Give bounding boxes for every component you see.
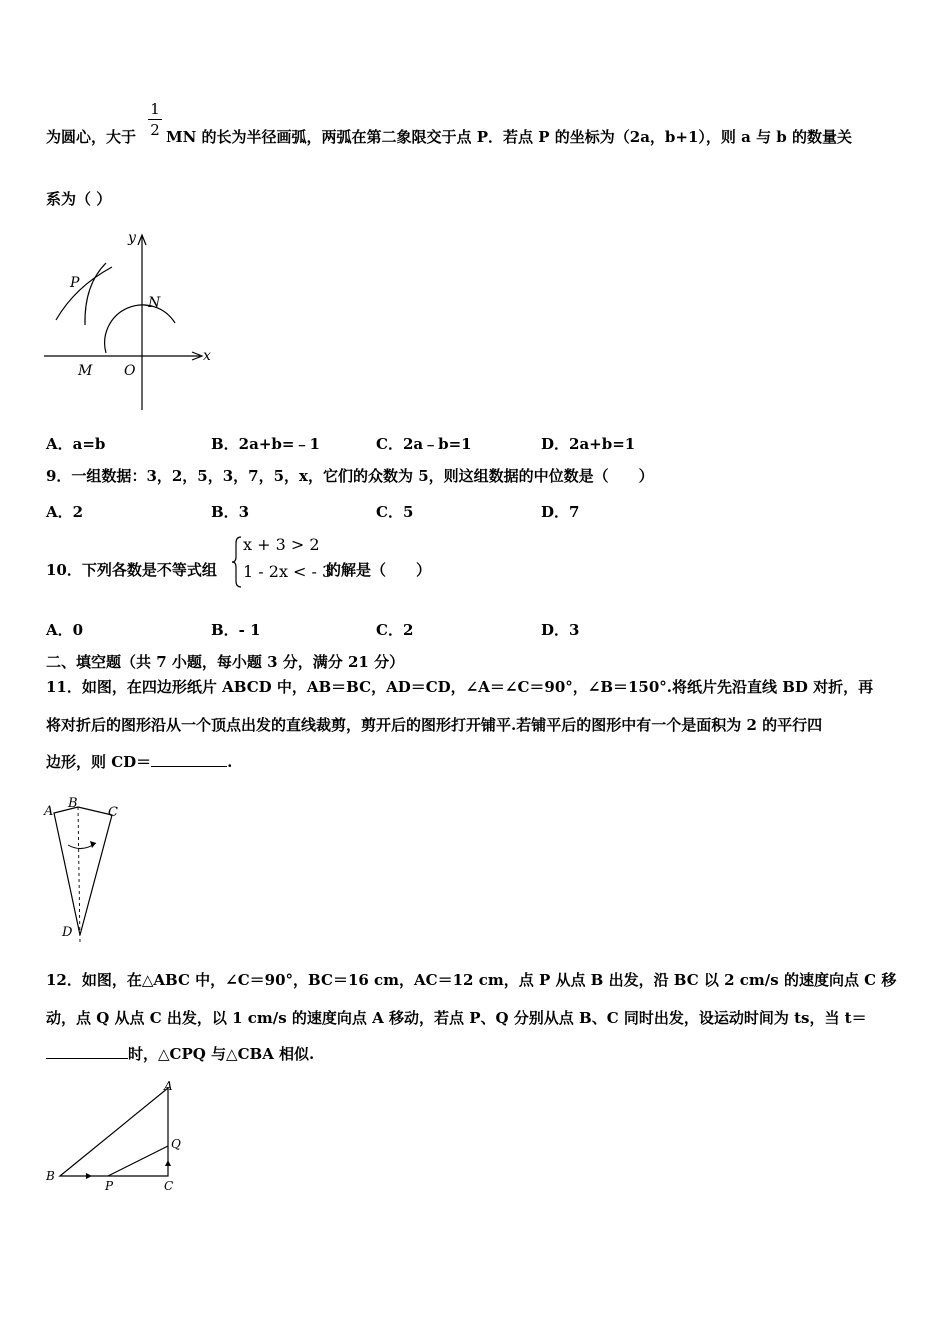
q9-text: 9．一组数据：3，2，5，3，7，5，x，它们的众数为 5，则这组数据的中位数是（ ） [46, 467, 654, 485]
label-b: B [68, 796, 78, 811]
q10-option-a: A．0 [46, 621, 84, 639]
q9-option-b: B．3 [211, 503, 250, 521]
q11-figure-kite [40, 795, 130, 945]
fraction-denominator: 2 [150, 121, 160, 139]
label-o: O [124, 363, 136, 379]
arrow-along-ca [165, 1160, 171, 1166]
arc-from-m [56, 267, 112, 320]
q9-option-d: D．7 [541, 503, 580, 521]
section-2-title: 二、填空题（共 7 小题，每小题 3 分，满分 21 分） [46, 653, 405, 671]
label-p: P [70, 275, 80, 291]
q12-line1: 12．如图，在△ABC 中，∠C＝90°，BC＝16 cm，AC＝12 cm，点 P 从点 B 出发，沿 BC 以 2 cm/s 的速度向点 C 移 [46, 971, 897, 989]
label-p: P [105, 1179, 114, 1193]
q11-line3 [46, 752, 232, 772]
q12-answer-blank[interactable] [46, 1058, 128, 1059]
q11-line3-pre: 边形，则 CD＝ [46, 753, 152, 771]
q12-line2: 动，点 Q 从点 C 出发，以 1 cm/s 的速度向点 A 移动，若点 P、Q 分别从点 B、C 同时出发，设运动时间为 ts，当 t＝ [46, 1009, 867, 1027]
q10-option-d: D．3 [541, 621, 580, 639]
q10-option-b: B．- 1 [211, 621, 261, 639]
q12-line3-post: 时，△CPQ 与△CBA 相似. [128, 1045, 315, 1063]
kite-abcd [54, 807, 112, 935]
segment-pq [108, 1146, 168, 1176]
label-m: M [78, 363, 93, 379]
q9-option-a: A．2 [46, 503, 84, 521]
q8-option-a: A．a=b [46, 435, 106, 453]
q8-option-d: D．2a+b=1 [541, 435, 636, 453]
label-q: Q [171, 1137, 181, 1151]
q8-option-b: B．2a+b=﹣1 [211, 435, 320, 453]
q12-figure-triangle [40, 1080, 190, 1195]
label-c: C [108, 805, 118, 820]
label-a: A [164, 1080, 173, 1093]
q10-option-c: C．2 [376, 621, 414, 639]
arrow-along-bc [86, 1173, 92, 1179]
q8-option-c: C．2a﹣b=1 [376, 435, 472, 453]
q8-figure-coordinate-arcs [40, 225, 220, 415]
label-y: y [128, 230, 136, 246]
label-c: C [164, 1179, 174, 1193]
q10-pre: 10．下列各数是不等式组 [46, 561, 217, 579]
q11-line1: 11．如图，在四边形纸片 ABCD 中，AB＝BC，AD＝CD，∠A＝∠C＝90°，∠B＝150°.将纸片先沿直线 BD 对折，再 [46, 678, 874, 696]
q8-line1-post: MN 的长为半径画弧，两弧在第二象限交于点 P．若点 P 的坐标为（2a，b+1），则 a 与 b 的数量关 [166, 128, 853, 146]
label-b: B [46, 1169, 55, 1183]
inequality-1: x + 3 > 2 [243, 535, 320, 554]
q8-line1-pre: 为圆心，大于 [46, 128, 137, 146]
q8-line2: 系为（ ） [46, 190, 112, 208]
label-x: x [203, 348, 211, 364]
label-d: D [62, 925, 73, 940]
label-n: N [148, 295, 161, 311]
system-brace [231, 535, 243, 589]
q11-answer-blank[interactable] [151, 766, 227, 767]
fraction-one-half [148, 100, 162, 139]
fold-arrowhead [90, 841, 96, 848]
inequality-2: 1 - 2x < - 3 [243, 562, 333, 581]
label-a: A [44, 804, 54, 819]
q10-post: 的解是（ ） [326, 561, 432, 579]
fold-line-bd [78, 807, 80, 943]
fraction-bar [148, 119, 162, 120]
fraction-numerator: 1 [150, 100, 160, 118]
arc-around-origin [105, 305, 175, 353]
q12-line3 [46, 1044, 314, 1064]
q11-line3-post: . [227, 753, 233, 771]
q11-line2: 将对折后的图形沿从一个顶点出发的直线裁剪，剪开后的图形打开铺平.若铺平后的图形中有一个是面积为 2 的平行四 [46, 716, 823, 734]
triangle-abc [60, 1088, 168, 1176]
q9-option-c: C．5 [376, 503, 414, 521]
